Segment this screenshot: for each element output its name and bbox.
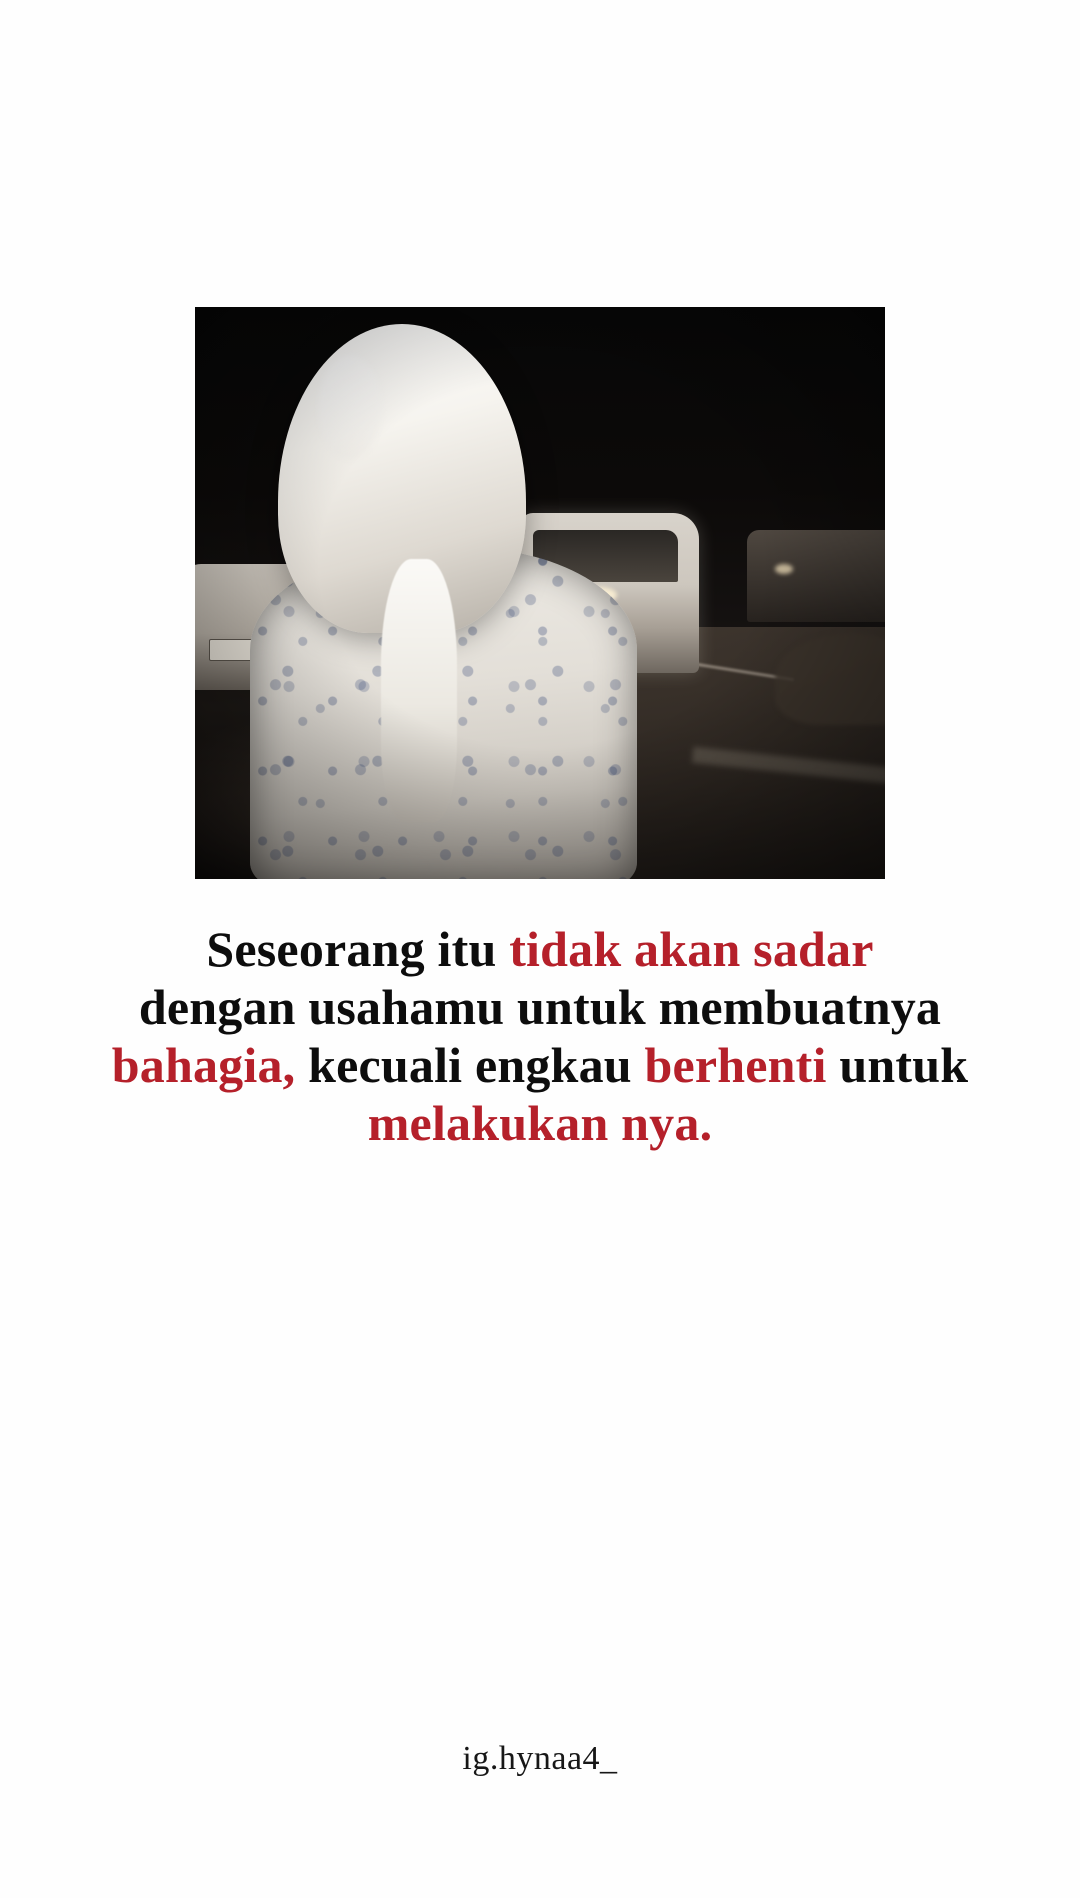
night-street-scene [195,307,885,879]
quote-highlight: berhenti [644,1037,827,1093]
credit-handle: ig.hynaa4_ [462,1740,618,1777]
quote-line-1 [90,920,990,978]
quote-plain: dengan usahamu untuk membuatnya [138,979,942,1035]
quote-plain: untuk [826,1037,969,1093]
distant-car [747,530,885,622]
quote-plain: Seseorang itu [206,921,510,977]
hijab-tail [381,559,457,822]
quote-highlight: melakukan nya. [367,1095,713,1151]
photo-frame [195,307,885,879]
quote-highlight: bahagia, [111,1037,296,1093]
quote-line-3 [90,1036,990,1094]
quote-text [90,920,990,1152]
quote-line-2 [90,978,990,1036]
quote-plain: kecuali engkau [295,1037,645,1093]
hijab-fold [318,355,383,460]
quote-highlight: tidak akan sadar [509,921,874,977]
quote-line-4 [90,1094,990,1152]
